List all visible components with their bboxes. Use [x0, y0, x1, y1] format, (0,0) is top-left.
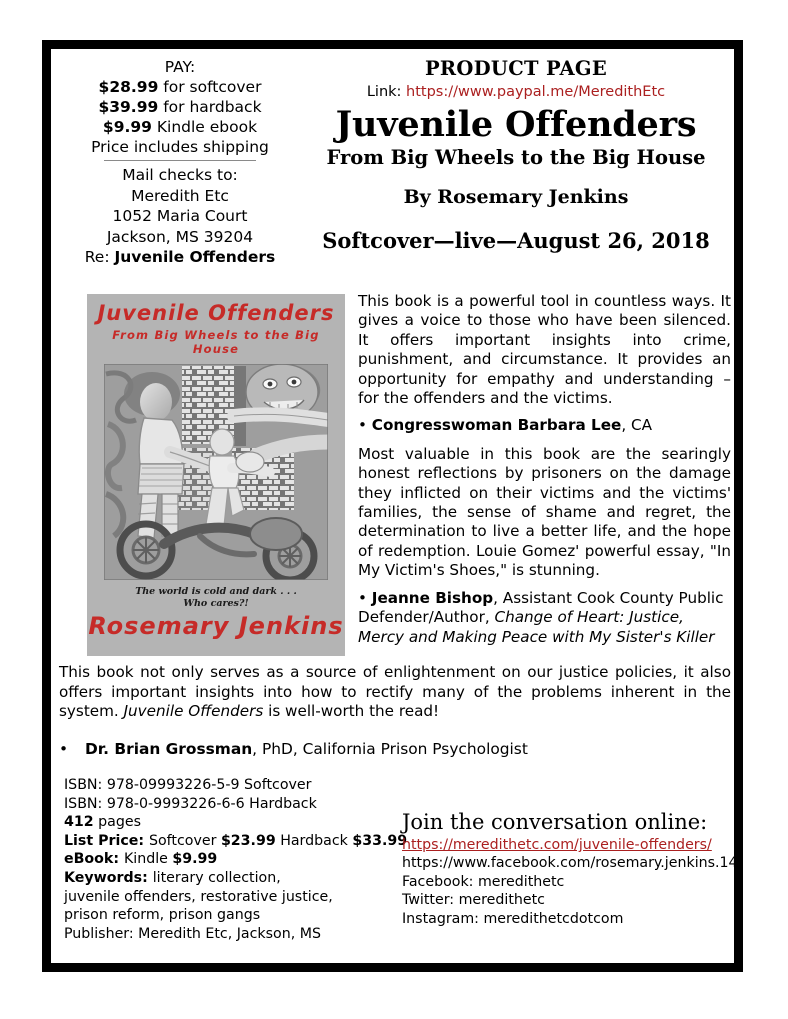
detail-isbn-hardback [64, 795, 414, 814]
mail-re-line [59, 247, 301, 268]
pay-price-hardback [59, 97, 301, 117]
isbn-softcover-value: 978-09993226-5-9 Softcover [106, 777, 312, 793]
page-border-frame [42, 40, 743, 972]
detail-publisher: Publisher: Meredith Etc, Jackson, MS [64, 925, 321, 942]
product-page-title: PRODUCT PAGE [424, 57, 608, 80]
cover-tagline-line-1: The world is cold and dark . . . [135, 586, 297, 597]
keywords-line-1: literary collection, [152, 869, 281, 886]
pay-price-ebook-label: Kindle ebook [151, 118, 258, 136]
review-attr-book-2: Change of Heart: Justice, Mercy and Making Peace with My Sister's Killer [358, 608, 715, 646]
list-price-hardback-label: Hardback [275, 832, 353, 849]
pay-divider [104, 160, 256, 161]
mail-checks-heading: Mail checks to: [122, 166, 238, 184]
isbn-softcover-label: ISBN: [64, 777, 107, 793]
grossman-name: Dr. Brian Grossman [85, 740, 253, 758]
mail-address-line-3: Jackson, MS 39204 [106, 227, 254, 246]
detail-ebook [64, 850, 414, 869]
header-block [301, 57, 731, 254]
mail-address-line-2: 1052 Maria Court [112, 207, 248, 225]
grossman-rest: , PhD, California Prison Psychologist [252, 740, 528, 758]
list-price-softcover-value: $23.99 [220, 832, 276, 849]
review-bullet-2: • [358, 588, 372, 607]
cover-illustration [104, 364, 328, 580]
pay-heading: PAY: [164, 58, 196, 76]
summary-part-1: This book not only serves as a source of enlightenment on our justice policies, it also offers important insights into how to rectify many of the problems inherent in the system. [59, 663, 731, 721]
review-attr-rest-2: , Assistant Cook County Public Defender/Author, [358, 588, 724, 627]
isbn-hardback-value: 978-0-9993226-6-6 Hardback [106, 795, 317, 812]
review-text-2: Most valuable in this book are the searingly honest reflections by prisoners on the damage they inflicted on their victims and the victims' families, the sense of shame and regret, the determination to live a better life, and the hope of redemption. Louie Gomez' powerful essay, "In My Victim's Shoes," is stunning. [358, 444, 731, 580]
list-price-hardback-value: $33.99 [352, 832, 408, 849]
link-label: Link: [366, 84, 407, 100]
paypal-link-row [301, 82, 731, 102]
review-attr-name-2: Jeanne Bishop [371, 588, 494, 607]
ebook-format: Kindle [123, 851, 173, 868]
book-subtitle: From Big Wheels to the Big House [326, 146, 706, 169]
payment-info-block [59, 57, 301, 268]
pay-price-hardback-label: for hardback [158, 98, 262, 116]
list-price-label: List Price: [64, 832, 149, 849]
social-block [402, 809, 738, 928]
pay-price-ebook [59, 117, 301, 137]
book-details-block [64, 776, 414, 943]
review-attribution-2 [358, 589, 731, 647]
release-info: Softcover—live—August 26, 2018 [322, 228, 710, 253]
pay-shipping-note: Price includes shipping [91, 138, 269, 156]
pages-label: pages [93, 814, 141, 831]
cover-subtitle-text: From Big Wheels to the Big House [112, 328, 320, 356]
detail-pages [64, 813, 414, 832]
review-bullet-1: • [358, 416, 372, 435]
summary-paragraph [59, 663, 731, 722]
detail-isbn-softcover [64, 776, 414, 795]
social-handle-twitter: Twitter: meredithetc [402, 892, 545, 909]
social-handle-instagram: Instagram: meredithetcdotcom [402, 910, 624, 927]
summary-book-title: Juvenile Offenders [123, 702, 264, 721]
pages-number: 412 [64, 814, 94, 831]
detail-keywords [64, 869, 414, 888]
review-attr-rest-1: , CA [621, 416, 652, 435]
pay-price-ebook-amount: $9.99 [102, 118, 152, 136]
isbn-hardback-label: ISBN: [64, 795, 107, 812]
detail-keywords-2: juvenile offenders, restorative justice, [64, 888, 333, 905]
social-handle-facebook: Facebook: meredithetc [402, 873, 565, 890]
paypal-link[interactable]: https://www.paypal.me/MeredithEtc [406, 84, 666, 100]
reviews-column [358, 292, 731, 656]
detail-list-price [64, 832, 414, 851]
ebook-price: $9.99 [172, 851, 218, 868]
social-link-facebook-url[interactable]: https://www.facebook.com/rosemary.jenkins.14 [402, 855, 738, 872]
grossman-attribution [59, 739, 731, 759]
social-link-website[interactable]: https://meredithetc.com/juvenile-offenders/ [402, 837, 712, 853]
social-heading: Join the conversation online: [402, 810, 708, 834]
mail-re-value: Juvenile Offenders [114, 248, 276, 266]
book-cover-image [87, 294, 345, 656]
book-byline: By Rosemary Jenkins [403, 186, 629, 208]
pay-price-softcover-label: for softcover [158, 78, 262, 96]
pay-price-softcover-amount: $28.99 [98, 78, 159, 96]
ebook-label: eBook: [64, 851, 124, 868]
keywords-label: Keywords: [64, 869, 153, 886]
grossman-bullet: • [59, 740, 69, 758]
cover-tagline-line-2: Who cares?! [183, 598, 249, 609]
pay-price-hardback-amount: $39.99 [98, 98, 159, 116]
review-text-1: This book is a powerful tool in countless ways. It gives a voice to those who have been silenced. It offers important insights into crime, punishment, and circumstance. It provides an opportunity for empathy and understanding – for the offenders and the victims. [358, 292, 731, 408]
cover-artwork-svg [104, 364, 328, 580]
list-price-softcover-label: Softcover [148, 832, 221, 849]
cover-tagline [87, 586, 345, 610]
book-title: Juvenile Offenders [335, 104, 697, 145]
cover-author-text: Rosemary Jenkins [88, 612, 344, 640]
mail-re-label: Re: [84, 248, 115, 266]
cover-title-text: Juvenile Offenders [97, 301, 335, 325]
review-attr-name-1: Congresswoman Barbara Lee [371, 416, 622, 435]
pay-price-softcover [59, 77, 301, 97]
detail-keywords-3: prison reform, prison gangs [64, 907, 261, 924]
summary-part-2: is well-worth the read! [263, 702, 440, 721]
review-attribution-1 [358, 416, 731, 435]
mail-address-line-1: Meredith Etc [131, 186, 229, 205]
